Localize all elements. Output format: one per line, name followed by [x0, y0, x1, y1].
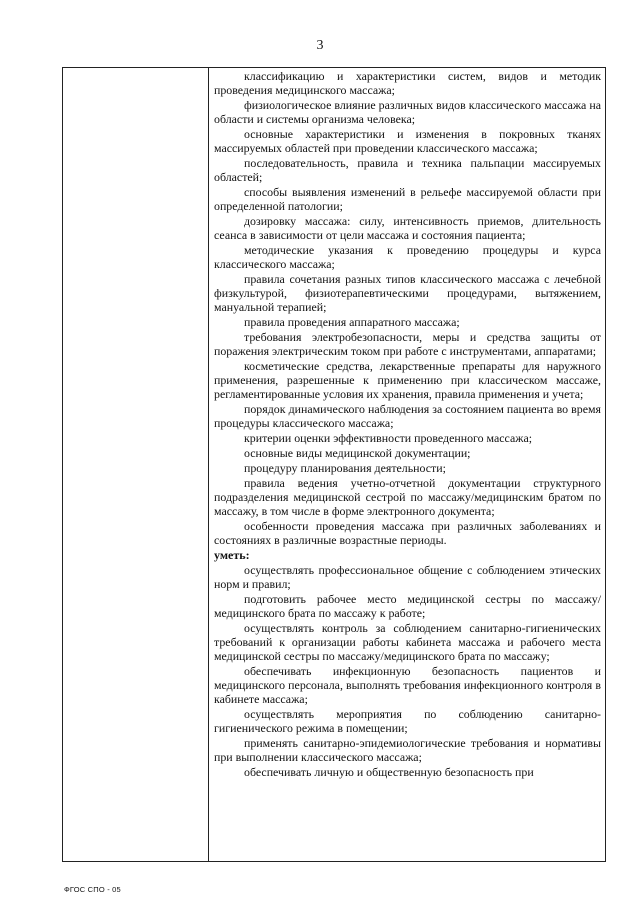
skills-list	[214, 563, 601, 779]
knowledge-item: правила проведения аппаратного массажа;	[244, 315, 460, 329]
knowledge-item: правила ведения учетно-отчетной документации структурного подразделения медицинской сестрой по массажу/медицинским братом по массажу, в том числе в форме электронного документа;	[214, 476, 601, 518]
knowledge-list	[214, 69, 601, 547]
knowledge-item: методические указания к проведению процедуры и курса классического массажа;	[214, 243, 601, 271]
skill-item: осуществлять контроль за соблюдением санитарно-гигиенических требований к организации работы кабинета массажа и рабочего места медицинской сестры по массажу/медицинского брата по массажу;	[214, 621, 601, 663]
knowledge-item: дозировку массажа: силу, интенсивность приемов, длительность сеанса в зависимости от цели массажа и состояния пациента;	[214, 214, 601, 242]
skill-item: осуществлять мероприятия по соблюдению санитарно-гигиенического режима в помещении;	[214, 707, 601, 735]
table-left-column	[63, 68, 209, 861]
knowledge-item: классификацию и характеристики систем, видов и методик проведения медицинского массажа;	[214, 69, 601, 97]
skill-item: подготовить рабочее место медицинской сестры по массажу/медицинского брата по массажу к работе;	[214, 592, 601, 620]
knowledge-item: способы выявления изменений в рельефе массируемой области при определенной патологии;	[214, 185, 601, 213]
knowledge-item: особенности проведения массажа при различных заболеваниях и состояниях в различные возрастные периоды.	[214, 519, 601, 547]
page-number: 3	[316, 38, 324, 53]
knowledge-item: порядок динамического наблюдения за состоянием пациента во время процедуры классического массажа;	[214, 402, 601, 430]
knowledge-item: основные характеристики и изменения в покровных тканях массируемых областей при проведении классического массажа;	[214, 127, 601, 155]
knowledge-item: физиологическое влияние различных видов классического массажа на области и системы организма человека;	[214, 98, 601, 126]
knowledge-item: критерии оценки эффективности проведенного массажа;	[244, 431, 533, 445]
skill-item: обеспечивать личную и общественную безопасность при	[244, 765, 534, 779]
skills-heading: уметь:	[214, 548, 250, 562]
knowledge-item: основные виды медицинской документации;	[244, 446, 471, 460]
skill-item: осуществлять профессиональное общение с соблюдением этических норм и правил;	[214, 563, 601, 591]
skill-item: обеспечивать инфекционную безопасность пациентов и медицинского персонала, выполнять требования инфекционного контроля в кабинете массажа;	[214, 664, 601, 706]
knowledge-item: требования электробезопасности, меры и средства защиты от поражения электрическим током при работе с инструментами, аппаратами;	[214, 330, 601, 358]
document-table	[62, 67, 606, 862]
skill-item: применять санитарно-эпидемиологические требования и нормативы при выполнении классического массажа;	[214, 736, 601, 764]
knowledge-item: правила сочетания разных типов классического массажа с лечебной физкультурой, физиотерапевтическими процедурами, вытяжением, мануальной терапией;	[214, 272, 601, 314]
table-right-column	[209, 68, 605, 861]
knowledge-item: процедуру планирования деятельности;	[244, 461, 446, 475]
knowledge-item: последовательность, правила и техника пальпации массируемых областей;	[214, 156, 601, 184]
footer-code: ФГОС СПО - 05	[64, 885, 121, 894]
knowledge-item: косметические средства, лекарственные препараты для наружного применения, разрешенные к применению при классическом массаже, регламентированные условия их хранения, правила применения и учета;	[214, 359, 601, 401]
